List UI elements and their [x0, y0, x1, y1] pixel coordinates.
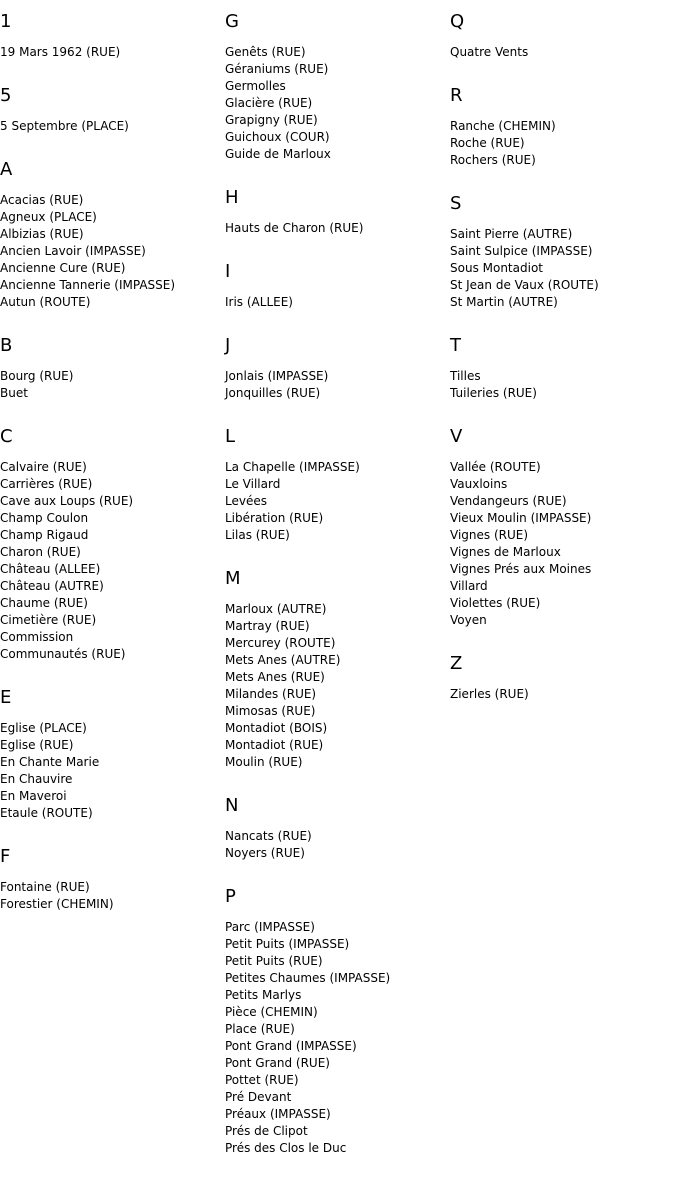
street-link[interactable]: Tilles — [450, 369, 481, 383]
street-link[interactable]: Milandes (RUE) — [225, 687, 317, 701]
letter-heading: T — [450, 335, 461, 356]
street-link[interactable]: Zierles (RUE) — [450, 687, 529, 701]
street-list — [225, 828, 450, 862]
letter-heading: A — [0, 159, 13, 180]
street-link[interactable]: Champ Rigaud — [0, 528, 89, 542]
street-link[interactable]: Ancien Lavoir (IMPASSE) — [0, 244, 146, 258]
street-link[interactable]: Cimetière (RUE) — [0, 613, 97, 627]
street-link[interactable]: Villard — [450, 579, 488, 593]
street-link[interactable]: Voyen — [450, 613, 487, 627]
letter-heading: Z — [450, 653, 463, 674]
street-link[interactable]: Petites Chaumes (IMPASSE) — [225, 971, 391, 985]
street-link[interactable]: Grapigny (RUE) — [225, 113, 318, 127]
letter-section — [225, 10, 450, 163]
street-link[interactable]: Géraniums (RUE) — [225, 62, 329, 76]
street-list — [450, 686, 675, 703]
letter-section — [450, 425, 675, 629]
street-link[interactable]: Saint Sulpice (IMPASSE) — [450, 244, 593, 258]
street-link[interactable]: Pont Grand (IMPASSE) — [225, 1039, 357, 1053]
street-link[interactable]: Montadiot (BOIS) — [225, 721, 328, 735]
street-list — [0, 44, 225, 61]
street-list — [0, 118, 225, 135]
street-link[interactable]: Bourg (RUE) — [0, 369, 74, 383]
street-link[interactable]: Eglise (RUE) — [0, 738, 74, 752]
street-link[interactable]: Montadiot (RUE) — [225, 738, 324, 752]
letter-section — [225, 885, 450, 1157]
letter-section — [450, 334, 675, 402]
street-list — [0, 368, 225, 402]
letter-section — [450, 84, 675, 169]
index-column-2 — [225, 10, 450, 1180]
letter-heading: 5 — [0, 85, 12, 106]
letter-section — [0, 334, 225, 402]
street-list — [225, 601, 450, 771]
letter-heading: F — [0, 846, 11, 867]
street-list — [225, 44, 450, 163]
street-link[interactable]: Acacias (RUE) — [0, 193, 84, 207]
letter-section — [225, 425, 450, 544]
street-link[interactable]: Vauxloins — [450, 477, 508, 491]
letter-section — [0, 84, 225, 135]
street-list — [450, 368, 675, 402]
letter-heading: N — [225, 795, 239, 816]
street-link[interactable]: Préaux (IMPASSE) — [225, 1107, 331, 1121]
street-link[interactable]: Ancienne Cure (RUE) — [0, 261, 126, 275]
street-link[interactable]: Jonlais (IMPASSE) — [225, 369, 329, 383]
street-list — [225, 294, 450, 311]
letter-section — [225, 794, 450, 862]
street-list — [225, 459, 450, 544]
street-list — [225, 919, 450, 1157]
street-link[interactable]: 5 Septembre (PLACE) — [0, 119, 129, 133]
letter-section — [0, 845, 225, 913]
letter-heading: 1 — [0, 11, 12, 32]
street-list — [0, 720, 225, 822]
street-link[interactable]: Mets Anes (AUTRE) — [225, 653, 341, 667]
street-link[interactable]: St Martin (AUTRE) — [450, 295, 558, 309]
street-link[interactable]: Ranche (CHEMIN) — [450, 119, 556, 133]
street-link[interactable]: Petit Puits (IMPASSE) — [225, 937, 350, 951]
street-link[interactable]: Autun (ROUTE) — [0, 295, 91, 309]
street-link[interactable]: Château (AUTRE) — [0, 579, 104, 593]
letter-heading: G — [225, 11, 239, 32]
letter-heading: P — [225, 886, 236, 907]
street-link[interactable]: St Jean de Vaux (ROUTE) — [450, 278, 599, 292]
letter-section — [450, 192, 675, 311]
street-link[interactable]: Vendangeurs (RUE) — [450, 494, 567, 508]
street-link[interactable]: Charon (RUE) — [0, 545, 81, 559]
street-link[interactable]: En Chante Marie — [0, 755, 100, 769]
street-link[interactable]: Lilas (RUE) — [225, 528, 290, 542]
street-link[interactable]: Saint Pierre (AUTRE) — [450, 227, 573, 241]
letter-section — [225, 186, 450, 237]
street-link[interactable]: Rochers (RUE) — [450, 153, 536, 167]
letter-section — [225, 260, 450, 311]
street-link[interactable]: Carrières (RUE) — [0, 477, 93, 491]
street-link[interactable]: Violettes (RUE) — [450, 596, 541, 610]
street-link[interactable]: Jonquilles (RUE) — [225, 386, 321, 400]
street-link[interactable]: Petit Puits (RUE) — [225, 954, 323, 968]
letter-heading: B — [0, 335, 13, 356]
street-link[interactable]: Pièce (CHEMIN) — [225, 1005, 318, 1019]
street-link[interactable]: Vallée (ROUTE) — [450, 460, 541, 474]
street-link[interactable]: Place (RUE) — [225, 1022, 295, 1036]
street-link[interactable]: Iris (ALLEE) — [225, 295, 293, 309]
street-link[interactable]: Libération (RUE) — [225, 511, 324, 525]
street-link[interactable]: Prés des Clos le Duc — [225, 1141, 347, 1155]
letter-heading: Q — [450, 11, 465, 32]
street-link[interactable]: Guide de Marloux — [225, 147, 331, 161]
letter-heading: S — [450, 193, 462, 214]
street-link[interactable]: Cave aux Loups (RUE) — [0, 494, 134, 508]
street-link[interactable]: Nancats (RUE) — [225, 829, 312, 843]
letter-section — [0, 425, 225, 663]
street-link[interactable]: Le Villard — [225, 477, 281, 491]
street-link[interactable]: 19 Mars 1962 (RUE) — [0, 45, 121, 59]
letter-heading: I — [225, 261, 231, 282]
street-link[interactable]: Petits Marlys — [225, 988, 302, 1002]
index-column-1 — [0, 10, 225, 936]
street-link[interactable]: Agneux (PLACE) — [0, 210, 97, 224]
street-list — [225, 220, 450, 237]
street-link[interactable]: Albizias (RUE) — [0, 227, 84, 241]
street-link[interactable]: En Maveroi — [0, 789, 67, 803]
letter-heading: C — [0, 426, 13, 447]
letter-heading: J — [225, 335, 231, 356]
letter-heading: R — [450, 85, 463, 106]
street-link[interactable]: En Chauvire — [0, 772, 73, 786]
street-link[interactable]: Fontaine (RUE) — [0, 880, 90, 894]
letter-heading: M — [225, 568, 241, 589]
street-link[interactable]: Calvaire (RUE) — [0, 460, 87, 474]
street-link[interactable]: Eglise (PLACE) — [0, 721, 87, 735]
street-link[interactable]: Chaume (RUE) — [0, 596, 88, 610]
street-link[interactable]: Prés de Clipot — [225, 1124, 308, 1138]
street-link[interactable]: Vieux Moulin (IMPASSE) — [450, 511, 592, 525]
letter-heading: L — [225, 426, 236, 447]
street-link[interactable]: Genêts (RUE) — [225, 45, 306, 59]
street-link[interactable]: Tuileries (RUE) — [450, 386, 537, 400]
letter-section — [225, 567, 450, 771]
street-link[interactable]: Noyers (RUE) — [225, 846, 305, 860]
street-link[interactable]: Germolles — [225, 79, 286, 93]
street-link[interactable]: Levées — [225, 494, 267, 508]
street-link[interactable]: Pont Grand (RUE) — [225, 1056, 330, 1070]
street-link[interactable]: Glacière (RUE) — [225, 96, 313, 110]
street-list — [0, 192, 225, 311]
street-list — [0, 879, 225, 913]
street-list — [450, 226, 675, 311]
street-link[interactable]: Mercurey (ROUTE) — [225, 636, 336, 650]
street-link[interactable]: Roche (RUE) — [450, 136, 525, 150]
street-link[interactable]: Mets Anes (RUE) — [225, 670, 325, 684]
street-list — [225, 368, 450, 402]
street-list — [450, 118, 675, 169]
letter-heading: V — [450, 426, 463, 447]
letter-heading: H — [225, 187, 239, 208]
letter-section — [0, 158, 225, 311]
street-link[interactable]: Buet — [0, 386, 28, 400]
street-link[interactable]: Guichoux (COUR) — [225, 130, 330, 144]
street-link[interactable]: Mimosas (RUE) — [225, 704, 316, 718]
letter-section — [0, 10, 225, 61]
street-link[interactable]: Vignes Prés aux Moines — [450, 562, 592, 576]
street-link[interactable]: Ancienne Tannerie (IMPASSE) — [0, 278, 176, 292]
street-link[interactable]: Communautés (RUE) — [0, 647, 126, 661]
street-link[interactable]: Forestier (CHEMIN) — [0, 897, 114, 911]
letter-heading: E — [0, 687, 12, 708]
street-list — [0, 459, 225, 663]
street-link[interactable]: Sous Montadiot — [450, 261, 543, 275]
street-link[interactable]: Quatre Vents — [450, 45, 529, 59]
street-link[interactable]: Commission — [0, 630, 74, 644]
letter-section — [225, 334, 450, 402]
index-column-3 — [450, 10, 675, 726]
street-list — [450, 44, 675, 61]
street-link[interactable]: Martray (RUE) — [225, 619, 310, 633]
street-link[interactable]: Hauts de Charon (RUE) — [225, 221, 364, 235]
street-link[interactable]: Pottet (RUE) — [225, 1073, 299, 1087]
street-link[interactable]: Moulin (RUE) — [225, 755, 303, 769]
street-link[interactable]: Parc (IMPASSE) — [225, 920, 315, 934]
street-link[interactable]: Château (ALLEE) — [0, 562, 101, 576]
letter-section — [450, 10, 675, 61]
street-link[interactable]: Pré Devant — [225, 1090, 292, 1104]
letter-section — [0, 686, 225, 822]
street-link[interactable]: La Chapelle (IMPASSE) — [225, 460, 360, 474]
street-link[interactable]: Champ Coulon — [0, 511, 89, 525]
street-link[interactable]: Marloux (AUTRE) — [225, 602, 327, 616]
street-list — [450, 459, 675, 629]
street-link[interactable]: Etaule (ROUTE) — [0, 806, 93, 820]
street-link[interactable]: Vignes de Marloux — [450, 545, 561, 559]
street-link[interactable]: Vignes (RUE) — [450, 528, 529, 542]
letter-section — [450, 652, 675, 703]
